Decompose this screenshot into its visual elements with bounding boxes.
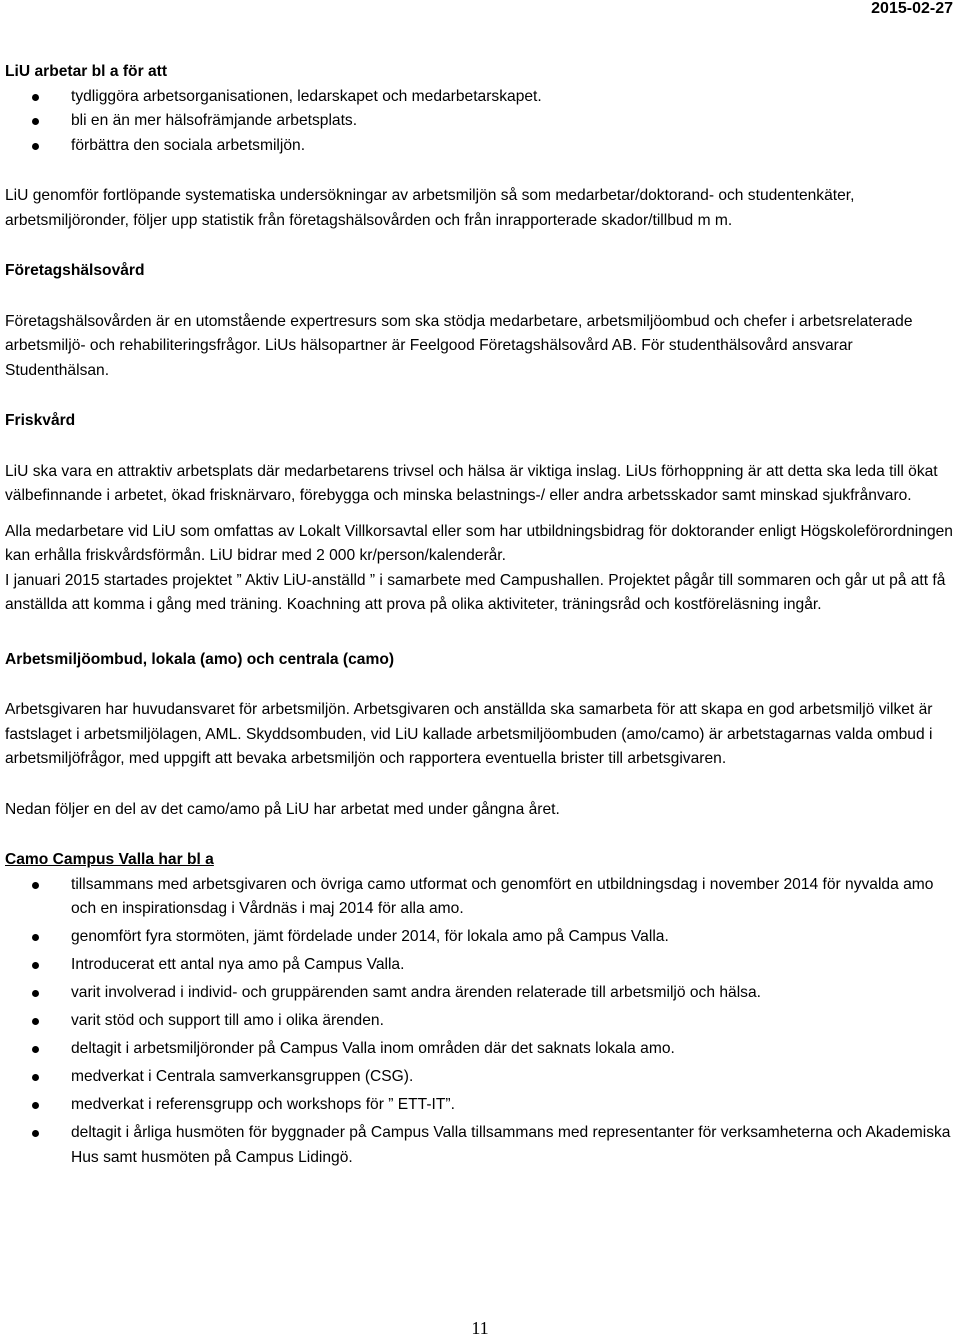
section-heading-foretagshalsovard: Företagshälsovård xyxy=(5,262,145,279)
amo-paragraph-1: Arbetsgivaren har huvudansvaret för arbetsmiljön. Arbetsgivaren och anställda ska samarbeta för att skapa en god arbetsmiljö vilket är fastslaget i arbetsmiljölagen, AML. Skyddsombuden, vid LiU kallade arbetsmiljöombuden (amo/camo) är arbetstagarnas valda ombud i arbetsmiljöfrågor, med uppgift att bevaka arbetsmiljön och rapportera eventuella brister till arbetsgivaren. xyxy=(5,701,933,767)
list-item: Introducerat ett antal nya amo på Campus Valla. xyxy=(5,953,955,978)
list-item: varit stöd och support till amo i olika ärenden. xyxy=(5,1009,955,1034)
page-number: 11 xyxy=(471,1318,489,1338)
section-heading-arbetsmiljoombud: Arbetsmiljöombud, lokala (amo) och centrala (camo) xyxy=(5,650,395,668)
list-item: tillsammans med arbetsgivaren och övriga camo utformat och genomfört en utbildningsdag i november 2014 för nyvalda amo och en inspirationsdag i Vårdnäs i maj 2014 för alla amo. xyxy=(5,873,955,922)
camo-bullet-list xyxy=(5,873,955,1171)
document-body xyxy=(5,60,955,1174)
list-item: bli en än mer hälsofrämjande arbetsplats. xyxy=(5,109,955,134)
friskvard-paragraph-1: LiU ska vara en attraktiv arbetsplats där medarbetarens trivsel och hälsa är viktiga inslag. LiUs förhoppning är att detta ska leda till ökat välbefinnande i arbetet, ökad frisknärvaro, förebygga och minska belastnings-/ eller andra arbetsskador samt minskad sjukfrånvaro. xyxy=(5,462,938,504)
section-heading-friskvard: Friskvård xyxy=(5,412,76,429)
list-item: varit involverad i individ- och gruppärenden samt andra ärenden relaterade till arbetsmiljö och hälsa. xyxy=(5,981,955,1006)
friskvard-paragraph-2: Alla medarbetare vid LiU som omfattas av Lokalt Villkorsavtal eller som har utbildningsbidrag för doktorander enligt Högskoleförordningen kan erhålla friskvårdsförmån. LiU bidrar med 2 000 kr/person/kalenderår. xyxy=(5,522,953,564)
amo-paragraph-2: Nedan följer en del av det camo/amo på LiU har arbetat med under gångna året. xyxy=(5,800,560,818)
list-item: deltagit i årliga husmöten för byggnader på Campus Valla tillsammans med representanter för verksamheterna och Akademiska Hus samt husmöten på Campus Lidingö. xyxy=(5,1121,955,1170)
intro-paragraph: LiU genomför fortlöpande systematiska undersökningar av arbetsmiljön så som medarbetar/doktorand- och studentenkäter, arbetsmiljöronder, följer upp statistik från företagshälsovården och från inrapporterade skador/tillbud m m. xyxy=(5,187,855,229)
list-item: tydliggöra arbetsorganisationen, ledarskapet och medarbetarskapet. xyxy=(5,85,955,110)
section-heading-camo: Camo Campus Valla har bl a xyxy=(5,851,214,868)
list-item: medverkat i Centrala samverkansgruppen (CSG). xyxy=(5,1065,955,1090)
foretagshalsovard-paragraph: Företagshälsovården är en utomstående expertresurs som ska stödja medarbetare, arbetsmiljöombud och chefer i arbetsrelaterade arbetsmiljö- och rehabiliteringsfrågor. LiUs hälsopartner är Feelgood Företagshälsovård AB. För studenthälsovård ansvarar Studenthälsan. xyxy=(5,312,913,379)
intro-heading: LiU arbetar bl a för att xyxy=(5,63,168,80)
list-item: genomfört fyra stormöten, jämt fördelade under 2014, för lokala amo på Campus Valla. xyxy=(5,925,955,950)
document-date: 2015-02-27 xyxy=(871,0,953,17)
friskvard-paragraph-3: I januari 2015 startades projektet ” Aktiv LiU-anställd ” i samarbete med Campushallen. Projektet pågår till sommaren och går ut på att få anställda att komma i gång med träning. Koachning att prova på olika aktiviteter, träningsråd och kostföreläsning ingår. xyxy=(5,571,946,613)
list-item: medverkat i referensgrupp och workshops för ” ETT-IT”. xyxy=(5,1093,955,1118)
list-item: deltagit i arbetsmiljöronder på Campus Valla inom områden där det saknats lokala amo. xyxy=(5,1037,955,1062)
list-item: förbättra den sociala arbetsmiljön. xyxy=(5,134,955,159)
intro-bullet-list xyxy=(5,85,955,159)
